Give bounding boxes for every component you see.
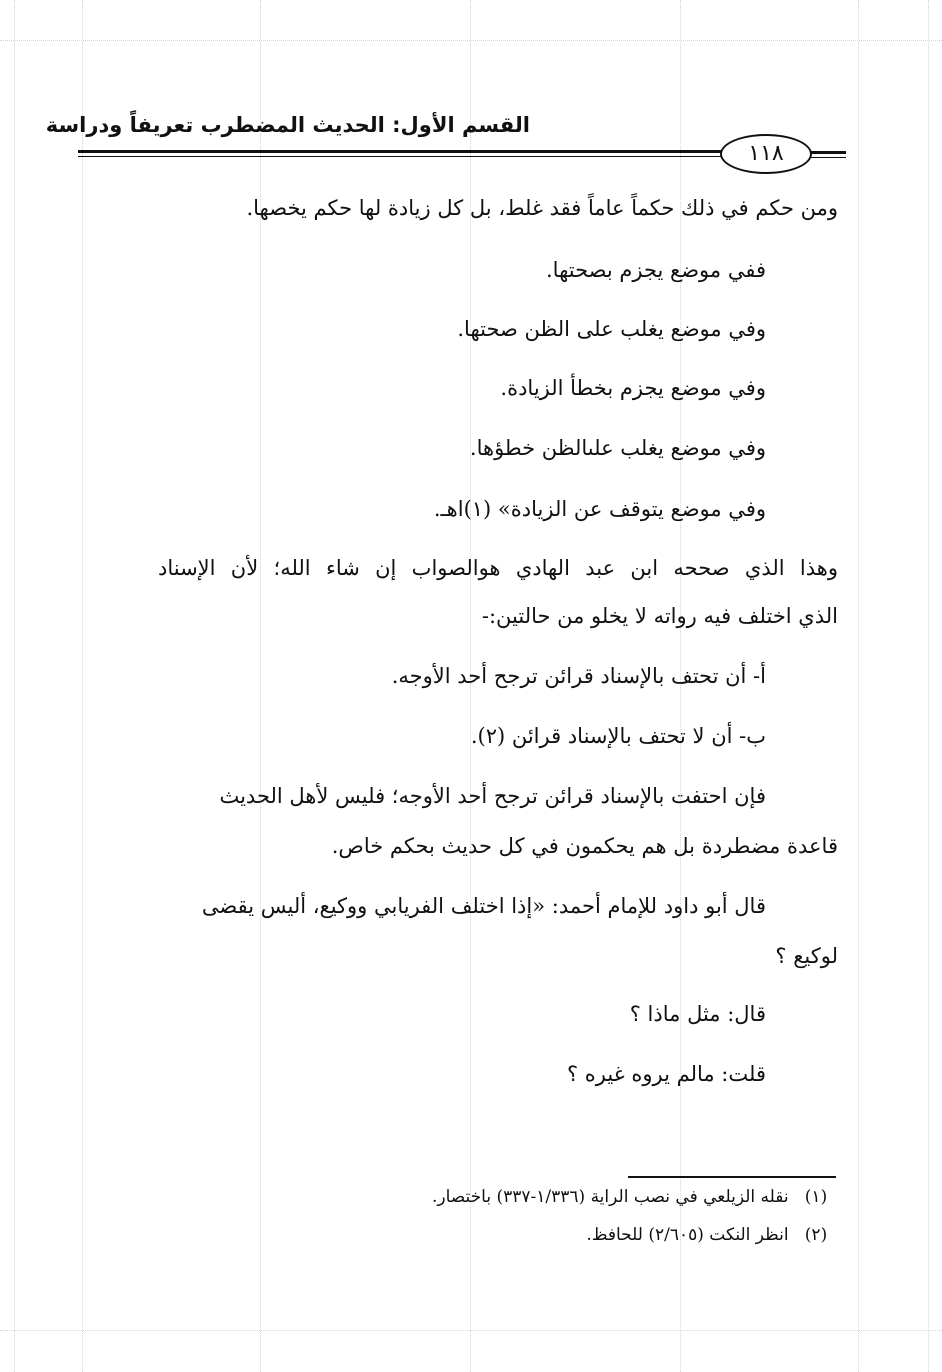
text-line: ب- أن لا تحتف بالإسناد قرائن (٢). [470, 724, 766, 748]
footnote-rule [628, 1176, 836, 1178]
text-line: وفي موضع يجزم بخطأ الزيادة. [500, 376, 766, 400]
text-line: قاعدة مضطردة بل هم يحكمون في كل حديث بحكم خاص. [331, 834, 838, 858]
text-line: ومن حكم في ذلك حكماً عاماً فقد غلط، بل كل زيادة لها حكم يخصها. [246, 196, 838, 220]
text-line [86, 552, 838, 584]
header-rule-right [806, 151, 846, 154]
guide-line [0, 40, 942, 41]
footnote-number: (٢) [804, 1225, 828, 1245]
text-line: وفي موضع يغلب علىالظن خطؤها. [469, 436, 766, 460]
text-line: وفي موضع يغلب على الظن صحتها. [457, 317, 766, 341]
text-line: لوكيع ؟ [775, 944, 838, 968]
text-line: قال أبو داود للإمام أحمد: «إذا اختلف الفريابي ووكيع، أليس يقضى [201, 894, 766, 918]
text-line: أ- أن تحتف بالإسناد قرائن ترجح أحد الأوجه. [391, 664, 766, 688]
text-line: ففي موضع يجزم بصحتها. [546, 258, 766, 282]
text-line: قلت: مالم يروه غيره ؟ [566, 1062, 766, 1086]
text-line: قال: مثل ماذا ؟ [629, 1002, 766, 1026]
guide-line [858, 0, 859, 1372]
guide-line [928, 0, 929, 1372]
guide-line [82, 0, 83, 1372]
guide-line [0, 1330, 942, 1331]
footnote [86, 1222, 838, 1248]
footnote [86, 1184, 838, 1210]
text-line-content: وهذا الذي صححه ابن عبد الهادي هوالصواب إن شاء الله؛ لأن الإسناد [158, 556, 838, 580]
footnote-number: (١) [804, 1187, 828, 1207]
header-rule-thin [78, 156, 728, 157]
running-title: القسم الأول: الحديث المضطرب تعريفاً ودراسة [45, 113, 530, 137]
guide-line [14, 0, 15, 1372]
page-number: ١١٨ [720, 134, 812, 174]
header-rule [78, 150, 728, 153]
footnote-text: انظر النكت (٢/٦٠٥) للحافظ. [586, 1225, 789, 1245]
header-rule-right-thin [806, 157, 846, 158]
text-line: فإن احتفت بالإسناد قرائن ترجح أحد الأوجه؛ فليس لأهل الحديث [219, 784, 766, 808]
footnote-text: نقله الزيلعي في نصب الراية (١/٣٣٦-٣٣٧) باختصار. [431, 1187, 789, 1207]
text-line: وفي موضع يتوقف عن الزيادة» (١)اهـ. [433, 497, 766, 521]
text-line: الذي اختلف فيه رواته لا يخلو من حالتين:- [481, 604, 838, 628]
